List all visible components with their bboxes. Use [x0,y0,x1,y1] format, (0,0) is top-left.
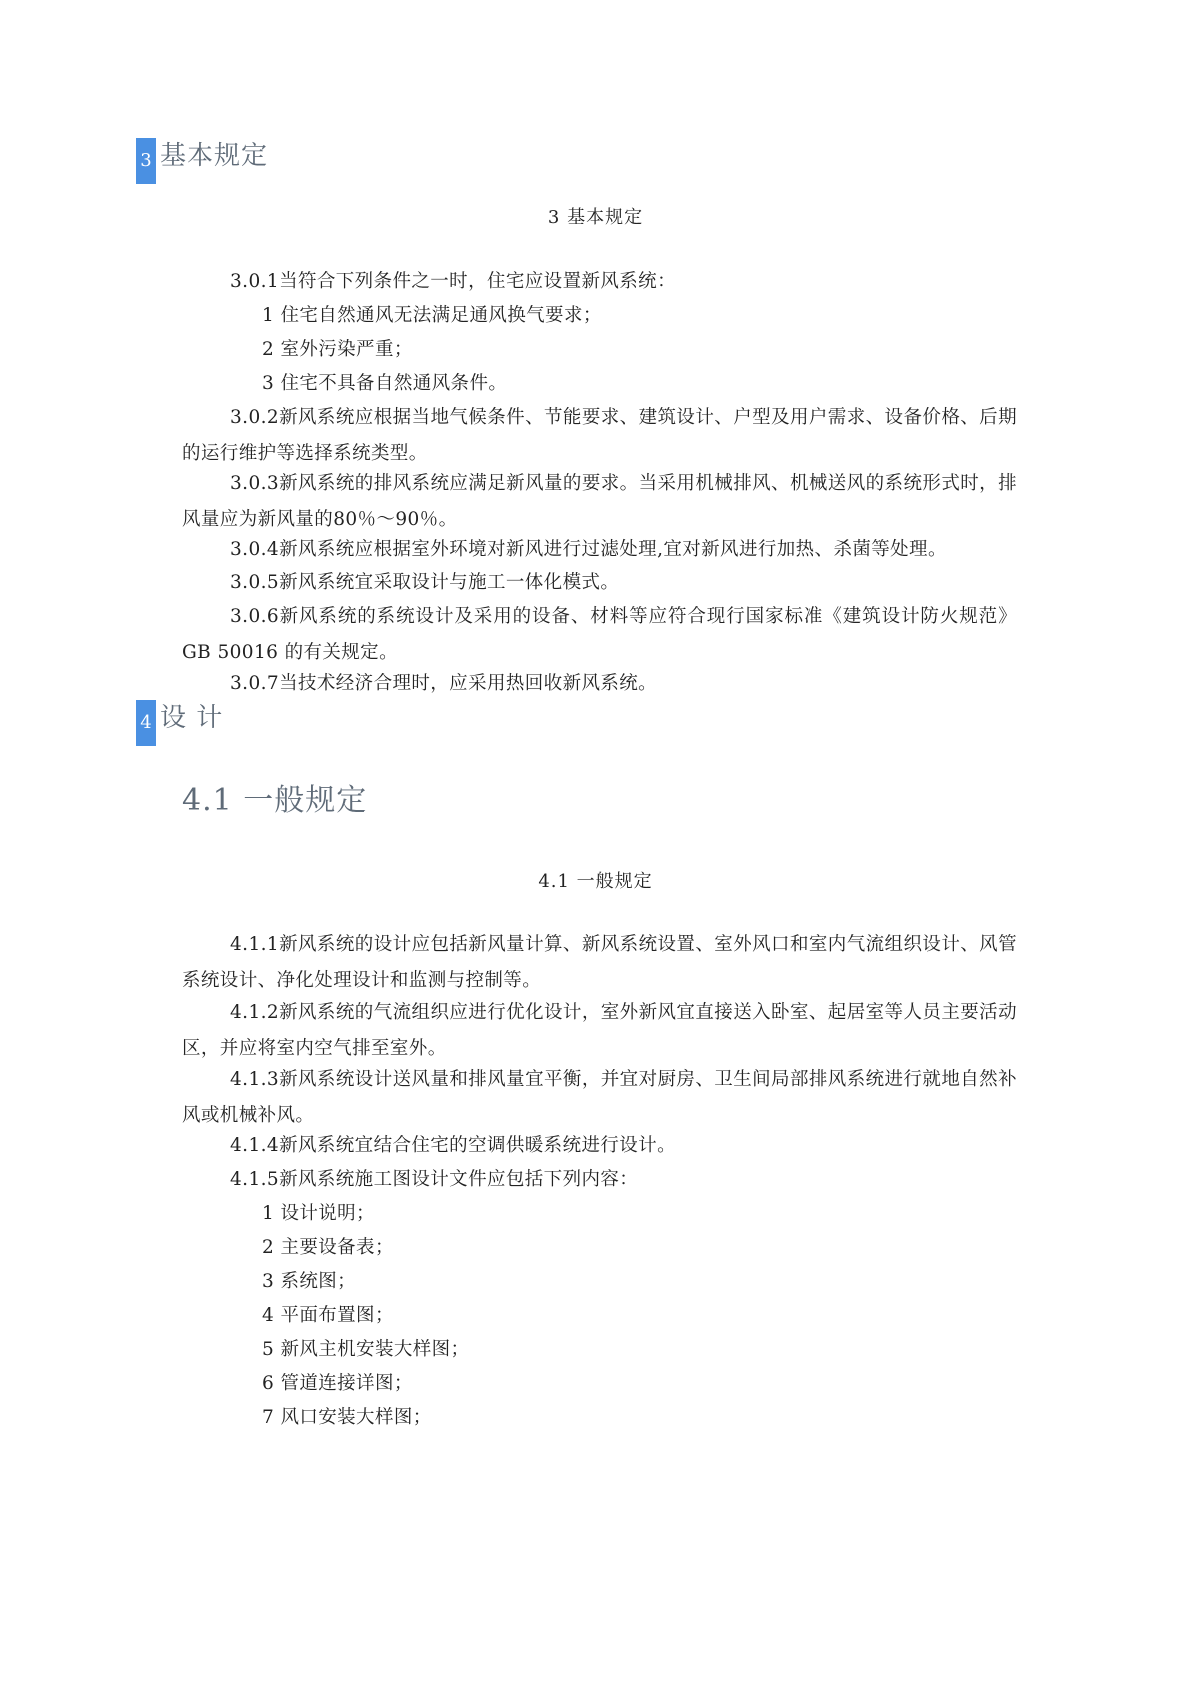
clause-4-1-5-item-1: 1 设计说明； [262,1203,375,1224]
clause-3-0-7: 3.0.7当技术经济合理时，应采用热回收新风系统。 [230,673,658,694]
clause-4-1-5-item-5: 5 新风主机安装大样图； [262,1339,470,1360]
clause-3-0-6: 3.0.6新风系统的系统设计及采用的设备、材料等应符合现行国家标准《建筑设计防火规范》GB 50016 的有关规定。 [182,606,1017,663]
chapter-4-heading [136,700,223,746]
clause-4-1-5: 4.1.5新风系统施工图设计文件应包括下列内容： [230,1169,639,1190]
clause-4-1-5-item-3: 3 系统图； [262,1271,357,1292]
clause-4-1-5-item-7: 7 风口安装大样图； [262,1407,432,1428]
chapter-3-center-title: 3 基本规定 [547,207,644,228]
clause-3-0-2: 3.0.2新风系统应根据当地气候条件、节能要求、建筑设计、户型及用户需求、设备价格、后期的运行维护等选择系统类型。 [182,407,1017,464]
clause-4-1-4: 4.1.4新风系统宜结合住宅的空调供暖系统进行设计。 [230,1135,676,1156]
clause-3-0-4: 3.0.4新风系统应根据室外环境对新风进行过滤处理,宜对新风进行加热、杀菌等处理。 [230,539,947,560]
clause-4-1-2: 4.1.2新风系统的气流组织应进行优化设计，室外新风宜直接送入卧室、起居室等人员主要活动区，并应将室内空气排至室外。 [182,1002,1017,1059]
clause-3-0-3: 3.0.3新风系统的排风系统应满足新风量的要求。当采用机械排风、机械送风的系统形式时，排风量应为新风量的80％～90％。 [182,473,1017,530]
section-4-1-heading: 4.1 一般规定 [182,783,368,818]
chapter-3-number-badge: 3 [136,138,156,184]
clause-3-0-1: 3.0.1当符合下列条件之一时，住宅应设置新风系统： [230,271,676,292]
section-4-1-center-title: 4.1 一般规定 [538,871,653,892]
clause-4-1-5-item-6: 6 管道连接详图； [262,1373,413,1394]
clause-3-0-5: 3.0.5新风系统宜采取设计与施工一体化模式。 [230,572,620,593]
clause-3-0-1-item-2: 2 室外污染严重； [262,339,413,360]
clause-4-1-3: 4.1.3新风系统设计送风量和排风量宜平衡，并宜对厨房、卫生间局部排风系统进行就地自然补风或机械补风。 [182,1069,1017,1126]
chapter-4-title: 设 计 [160,703,224,733]
chapter-3-heading [136,138,268,184]
chapter-4-number-badge: 4 [136,700,156,746]
clause-3-0-1-item-3: 3 住宅不具备自然通风条件。 [262,373,508,394]
clause-3-0-1-item-1: 1 住宅自然通风无法满足通风换气要求； [262,305,602,326]
clause-4-1-1: 4.1.1新风系统的设计应包括新风量计算、新风系统设置、室外风口和室内气流组织设计、风管系统设计、净化处理设计和监测与控制等。 [182,934,1017,991]
clause-4-1-5-item-4: 4 平面布置图； [262,1305,394,1326]
chapter-3-title: 基本规定 [160,141,269,171]
clause-4-1-5-item-2: 2 主要设备表； [262,1237,394,1258]
